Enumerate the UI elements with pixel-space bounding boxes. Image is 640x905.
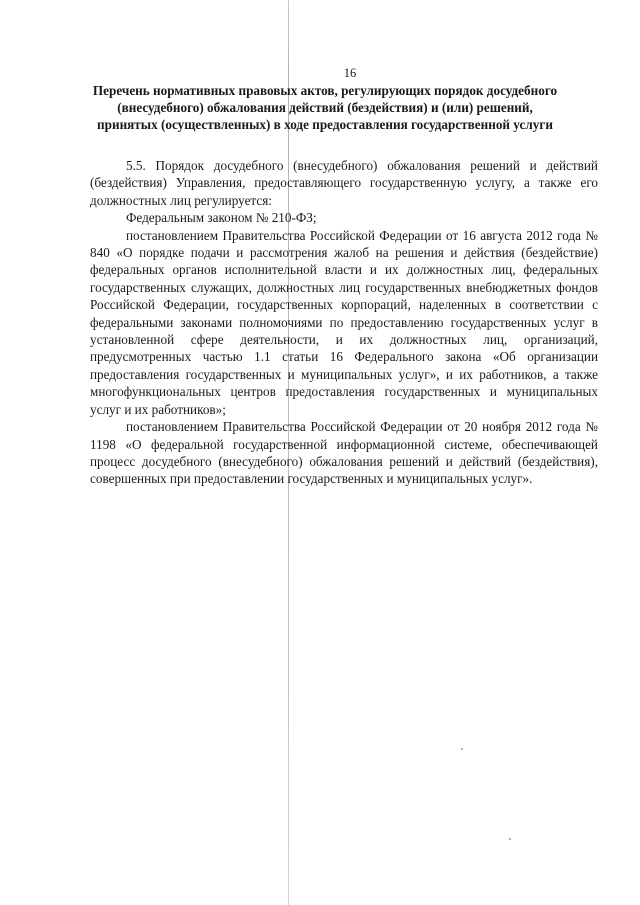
page-number: 16 bbox=[343, 66, 357, 80]
paragraph-resolution-1198: постановлением Правительства Российской Федерации от 20 ноября 2012 года № 1198 «О федеральной государственной информационной системе, обеспечивающей процесс досудебного (внесудебного) обжалования решений и действий (бездействия), совершенных при предоставлении государственных и муниципальных услуг». bbox=[90, 419, 598, 487]
section-heading: Перечень нормативных правовых актов, регулирующих порядок досудебного (внесудебного) обжалования действий (бездействия) и (или) решений, принятых (осуществленных) в ходе предоставления государственной услуги bbox=[92, 83, 558, 132]
paragraph-federal-law: Федеральным законом № 210-ФЗ; bbox=[126, 210, 317, 226]
body-text bbox=[90, 157, 598, 488]
scan-speck bbox=[509, 838, 511, 840]
scan-speck bbox=[461, 748, 463, 750]
paragraph-resolution-840: постановлением Правительства Российской Федерации от 16 августа 2012 года № 840 «О порядке подачи и рассмотрения жалоб на решения и действия (бездействие) федеральных органов исполнительной власти и их должностных лиц, федеральных государственных служащих, должностных лиц государственных внебюджетных фондов Российской Федерации, государственных корпораций, наделенных в соответствии с федеральными законами полномочиями по предоставлению государственных услуг в установленной сфере деятельности, и их должностных лиц, организаций, предусмотренных частью 1.1 статьи 16 Федерального закона «Об организации предоставления государственных и муниципальных услуг», и их работников, а также многофункциональных центров предоставления государственных и муниципальных услуг и их работников»; bbox=[90, 227, 598, 417]
paragraph-procedure: 5.5. Порядок досудебного (внесудебного) обжалования решений и действий (бездействия) Управления, предоставляющего государственную услугу, а также его должностных лиц регулируется: bbox=[90, 158, 598, 208]
